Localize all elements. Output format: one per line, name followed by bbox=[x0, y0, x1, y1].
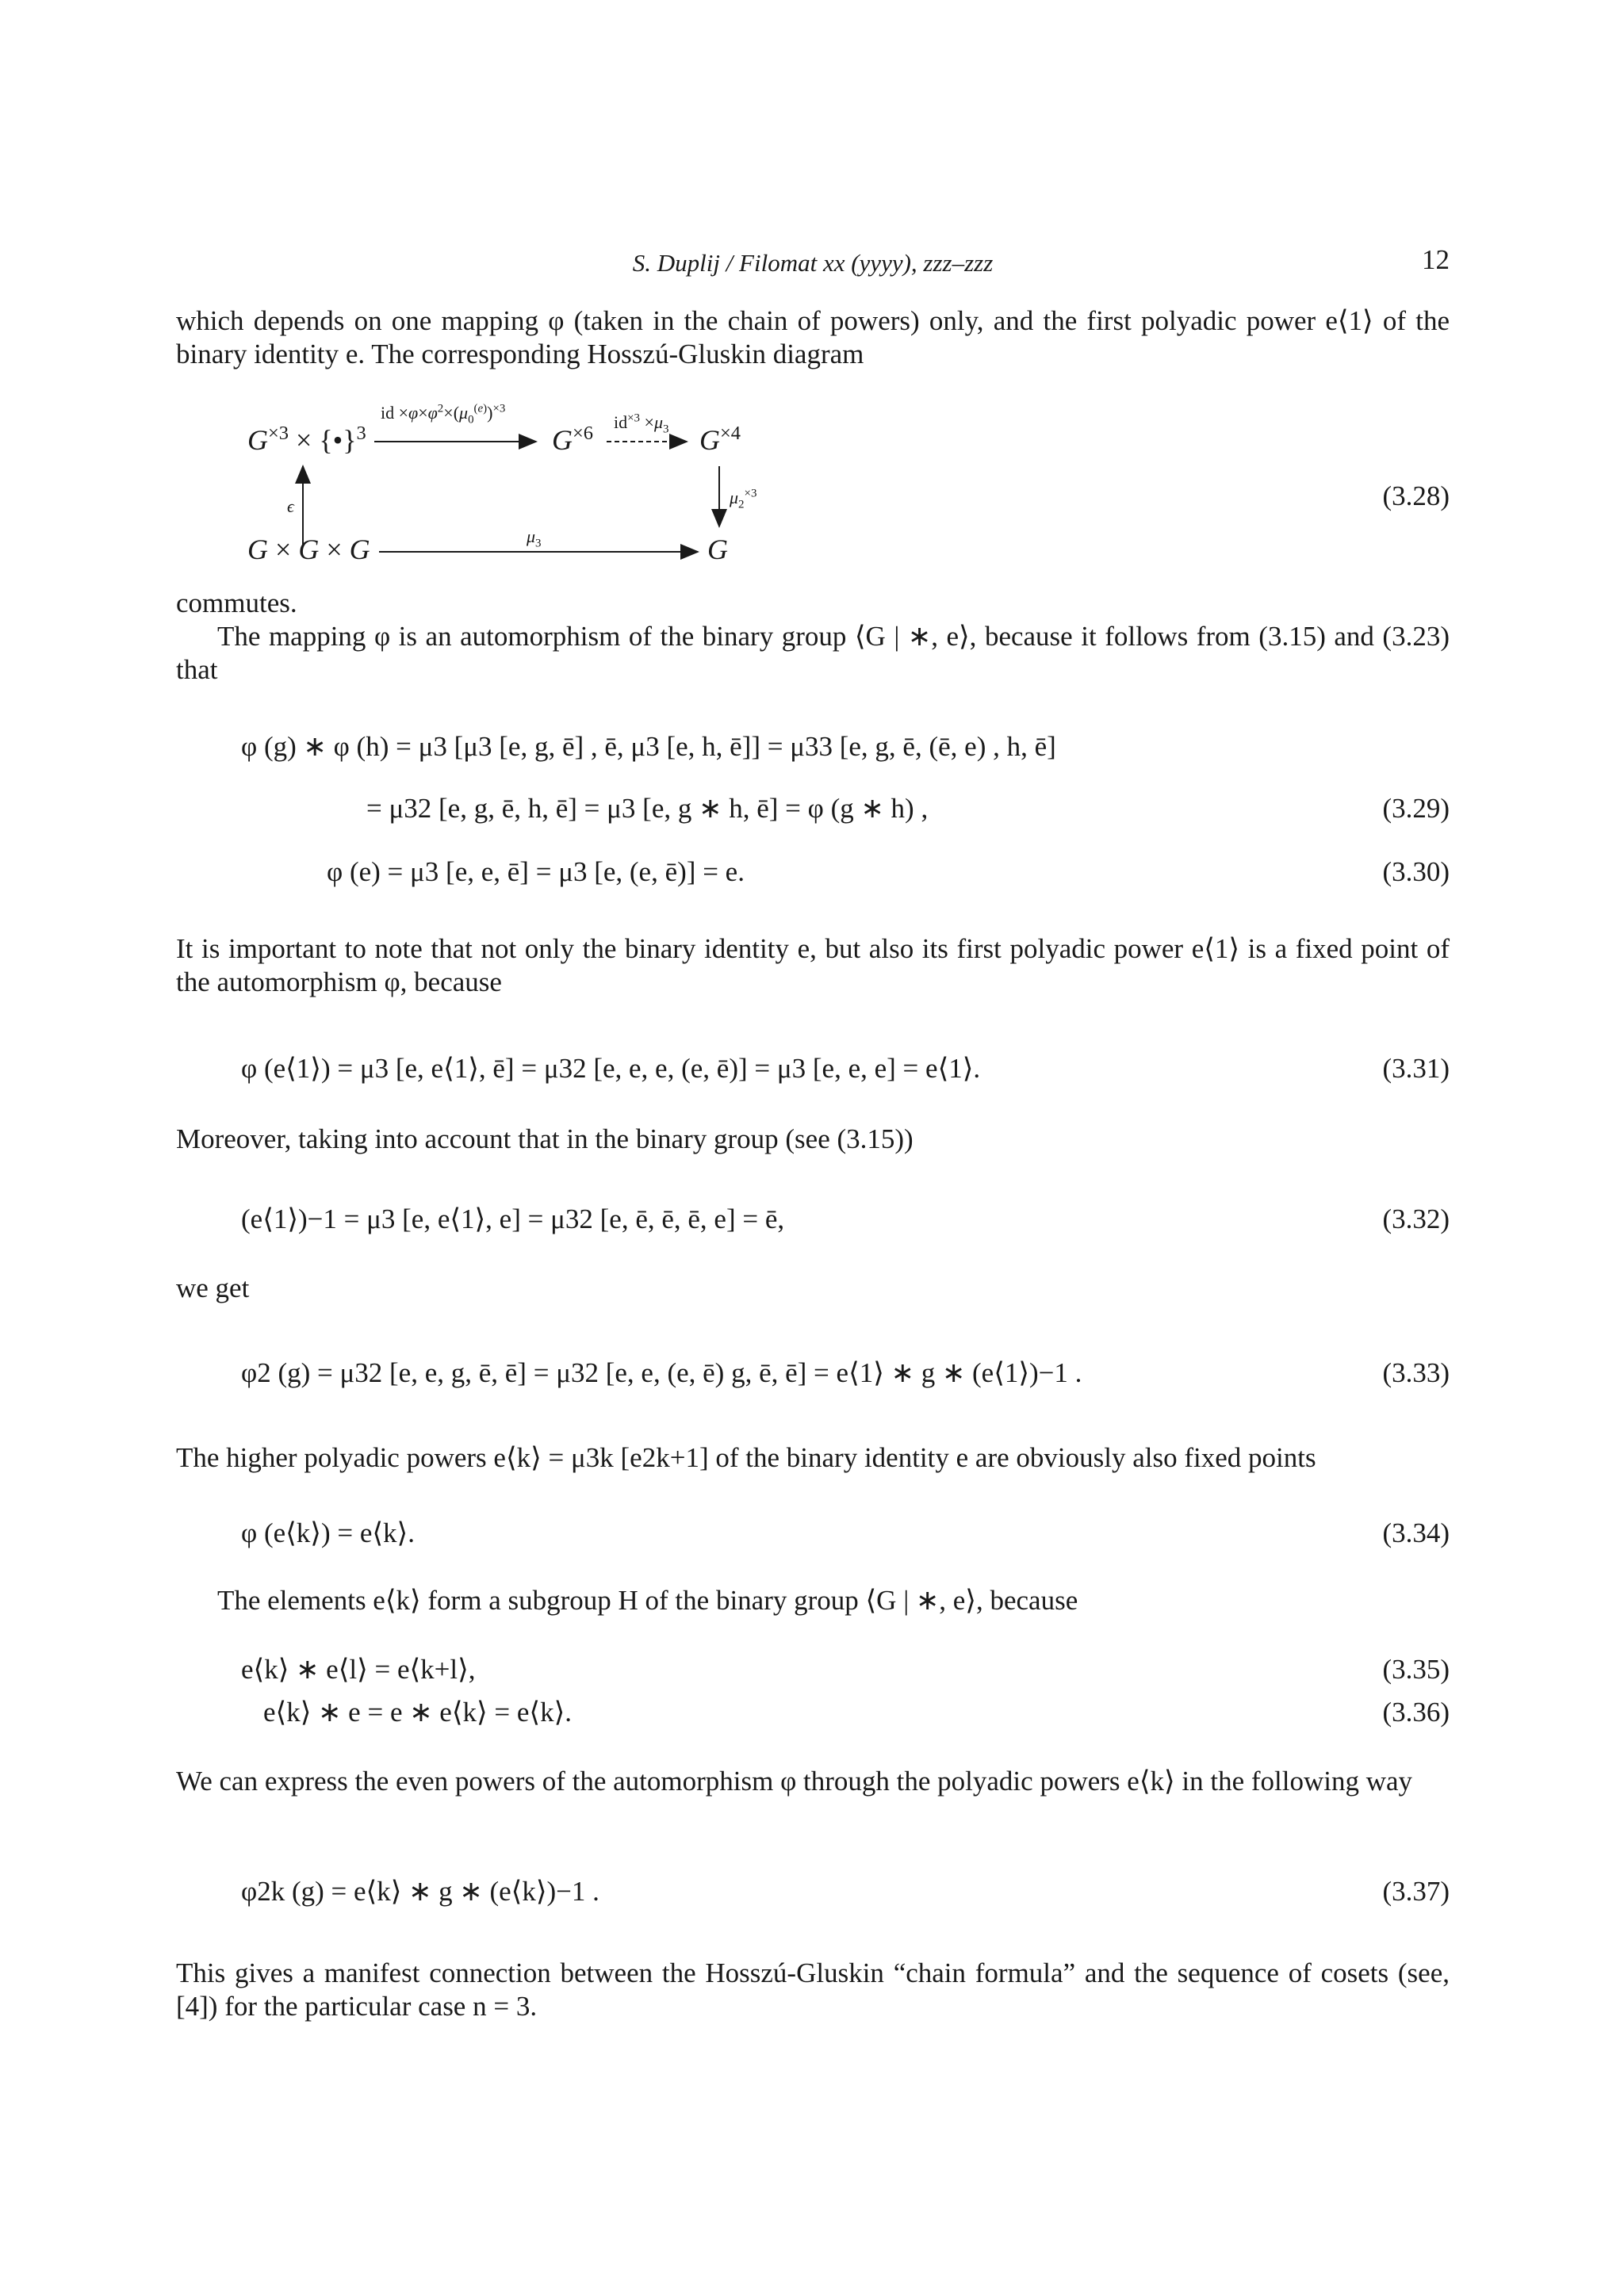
node-top-mid: $G^{\times 6}$ bbox=[552, 423, 594, 456]
equation-3-29b bbox=[176, 785, 1450, 832]
equation-number: (3.30) bbox=[1382, 856, 1450, 887]
paragraph-3: The mapping φ is an automorphism of the binary group ⟨G | ∗, e⟩, because it follows from (3.15) and (3.23) that bbox=[176, 621, 1450, 685]
equation-3-28 bbox=[176, 473, 1450, 520]
paragraph-8: The elements e⟨k⟩ form a subgroup H of the binary group ⟨G | ∗, e⟩, because bbox=[217, 1585, 1078, 1616]
equation-number: (3.37) bbox=[1382, 1876, 1450, 1907]
equation-number: (3.31) bbox=[1382, 1053, 1450, 1084]
equation-number: (3.29) bbox=[1382, 793, 1450, 824]
node-top-right: $G^{\times 4}$ bbox=[699, 423, 741, 456]
paragraph-10: This gives a manifest connection between the Hosszú-Gluskin “chain formula” and the sequence of cosets (see, [4]) for the particular case n = 3. bbox=[176, 1957, 1450, 2022]
equation-number: (3.28) bbox=[1382, 480, 1450, 511]
equation-3-29a bbox=[176, 723, 1450, 771]
equation-text: e⟨k⟩ ∗ e = e ∗ e⟨k⟩ = e⟨k⟩. bbox=[263, 1697, 572, 1728]
running-header bbox=[176, 244, 1450, 284]
node-top-left: $G^{\times 3}$ × {•}$^3$ bbox=[247, 423, 366, 456]
equation-3-32 bbox=[176, 1196, 1450, 1243]
equation-3-37 bbox=[176, 1868, 1450, 1915]
equation-number: (3.33) bbox=[1382, 1357, 1450, 1388]
equation-text: e⟨k⟩ ∗ e⟨l⟩ = e⟨k+l⟩, bbox=[241, 1654, 476, 1685]
equation-text: φ (g) ∗ φ (h) = μ3 [μ3 [e, g, ē] , ē, μ3 [e, h, ē]] = μ33 [e, g, ē, (ē, e) , h, ē] bbox=[241, 731, 1056, 762]
equation-3-36 bbox=[176, 1689, 1450, 1736]
label-arrow-top-2: $id^{\times 3} \times\mu_3$ bbox=[614, 411, 669, 436]
equation-3-33 bbox=[176, 1349, 1450, 1397]
node-bottom-right: G bbox=[707, 534, 728, 565]
node-bottom-left: G × G × G bbox=[247, 534, 370, 565]
equation-text: (e⟨1⟩)−1 = μ3 [e, e⟨1⟩, e] = μ32 [e, ē, ē, ē, e] = ē, bbox=[241, 1203, 785, 1234]
paragraph-4: It is important to note that not only the binary identity e, but also its first polyadic power e⟨1⟩ is a fixed point of the automorphism φ, because bbox=[176, 933, 1450, 997]
paragraph-9: We can express the even powers of the automorphism φ through the polyadic powers e⟨k⟩ in the following way bbox=[176, 1766, 1413, 1797]
equation-3-31 bbox=[176, 1045, 1450, 1093]
equation-text: φ (e⟨k⟩) = e⟨k⟩. bbox=[241, 1517, 415, 1548]
page-number: 12 bbox=[1422, 244, 1450, 275]
equation-number: (3.32) bbox=[1382, 1203, 1450, 1234]
equation-3-35 bbox=[176, 1646, 1450, 1693]
paragraph-7: The higher polyadic powers e⟨k⟩ = μ3k [e2k+1] of the binary identity e are obviously also fixed points bbox=[176, 1442, 1316, 1473]
running-title: S. Duplij / Filomat xx (yyyy), zzz–zzz bbox=[632, 249, 994, 277]
label-arrow-top-1: id $\times\varphi\times\varphi^2\times(\mu_0^{(e)})^{\times 3}$ bbox=[381, 402, 506, 427]
equation-number: (3.36) bbox=[1382, 1697, 1450, 1728]
paragraph-2: commutes. bbox=[176, 587, 297, 618]
equation-text: φ2k (g) = e⟨k⟩ ∗ g ∗ (e⟨k⟩)−1 . bbox=[241, 1876, 599, 1907]
label-arrow-left: ϵ bbox=[287, 496, 294, 516]
paragraph-5: Moreover, taking into account that in the binary group (see (3.15)) bbox=[176, 1123, 914, 1154]
equation-text: φ (e) = μ3 [e, e, ē] = μ3 [e, (e, ē)] = e. bbox=[327, 856, 745, 887]
equation-number: (3.34) bbox=[1382, 1517, 1450, 1548]
paragraph-1: which depends on one mapping φ (taken in the chain of powers) only, and the first polyadic power e⟨1⟩ of the binary identity e. The corresponding Hosszú-Gluskin diagram bbox=[176, 305, 1450, 369]
equation-text: φ2 (g) = μ32 [e, e, g, ē, ē] = μ32 [e, e, (e, ē) g, ē, ē] = e⟨1⟩ ∗ g ∗ (e⟨1⟩)−1 . bbox=[241, 1357, 1082, 1388]
label-arrow-bottom: $\mu_3$ bbox=[527, 526, 542, 550]
equation-3-30 bbox=[176, 848, 1450, 896]
equation-number: (3.35) bbox=[1382, 1654, 1450, 1685]
equation-text: = μ32 [e, g, ē, h, ē] = μ3 [e, g ∗ h, ē] = φ (g ∗ h) , bbox=[366, 793, 929, 824]
equation-text: φ (e⟨1⟩) = μ3 [e, e⟨1⟩, ē] = μ32 [e, e, e, (e, ē)] = μ3 [e, e, e] = e⟨1⟩. bbox=[241, 1053, 981, 1084]
equation-3-34 bbox=[176, 1510, 1450, 1557]
label-arrow-right: $\mu_2^{\times 3}$ bbox=[730, 487, 757, 511]
paragraph-6: we get bbox=[176, 1272, 250, 1303]
